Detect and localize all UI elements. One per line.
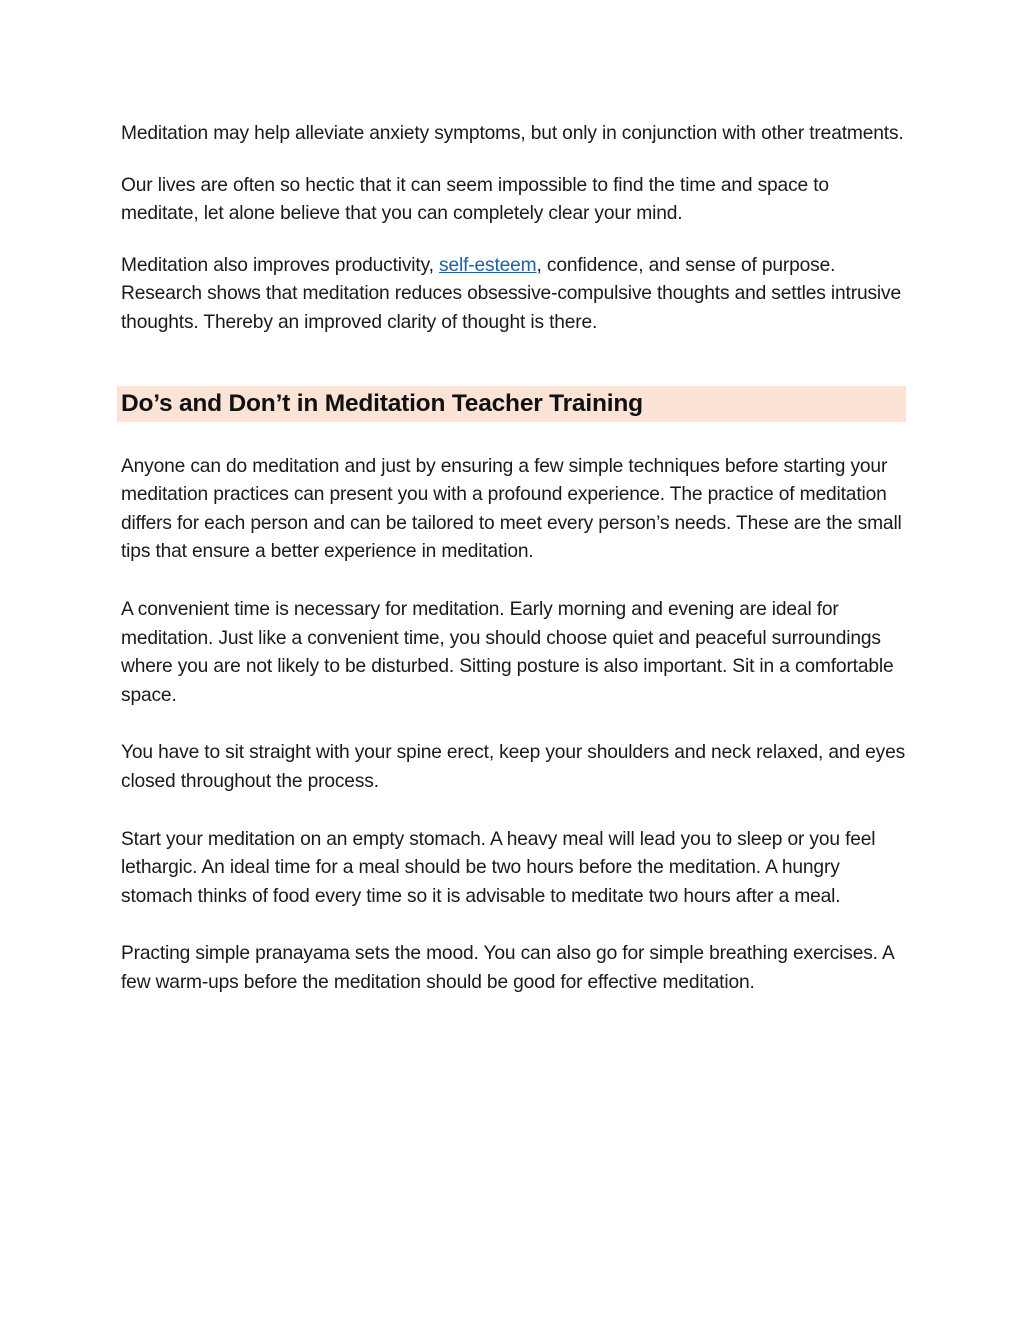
paragraph-anxiety: Meditation may help alleviate anxiety symptoms, but only in conjunction with other treatments. [121,123,904,144]
paragraph-anyone-can-meditate: Anyone can do meditation and just by ensuring a few simple techniques before starting your meditation practices can present you with a profound experience. The practice of meditation differs for each person and can be tailored to meet every person’s needs. These are the small tips that ensure a better experience in meditation. [121,455,902,563]
productivity-text-start: Meditation also improves productivity, [121,254,439,276]
paragraph-productivity [121,252,911,338]
section-heading-highlight [117,386,906,422]
document-page [121,120,911,997]
paragraph-pranayama: Practing simple pranayama sets the mood. You can also go for simple breathing exercises. A few warm-ups before the meditation should be good for effective meditation. [121,943,894,993]
paragraph-empty-stomach: Start your meditation on an empty stomach. A heavy meal will lead you to sleep or you feel lethargic. An ideal time for a meal should be two hours before the meditation. A hungry stomach thinks of food every time so it is advisable to meditate two hours after a meal. [121,828,876,907]
self-esteem-link[interactable]: self-esteem [439,254,537,276]
productivity-text-end: , confidence, and sense of purpose. Research shows that meditation reduces obsessive-compulsive thoughts and settles intrusive thoughts. Thereby an improved clarity of thought is there. [121,254,901,333]
paragraph-convenient-time: A convenient time is necessary for meditation. Early morning and evening are ideal for meditation. Just like a convenient time, you should choose quiet and peaceful surroundings where you are not likely to be disturbed. Sitting posture is also important. Sit in a comfortable space. [121,598,894,706]
paragraph-hectic-lives: Our lives are often so hectic that it can seem impossible to find the time and space to meditate, let alone believe that you can completely clear your mind. [121,174,829,225]
paragraph-posture: You have to sit straight with your spine erect, keep your shoulders and neck relaxed, and eyes closed throughout the process. [121,742,906,792]
section-heading: Do’s and Don’t in Meditation Teacher Training [121,389,643,417]
